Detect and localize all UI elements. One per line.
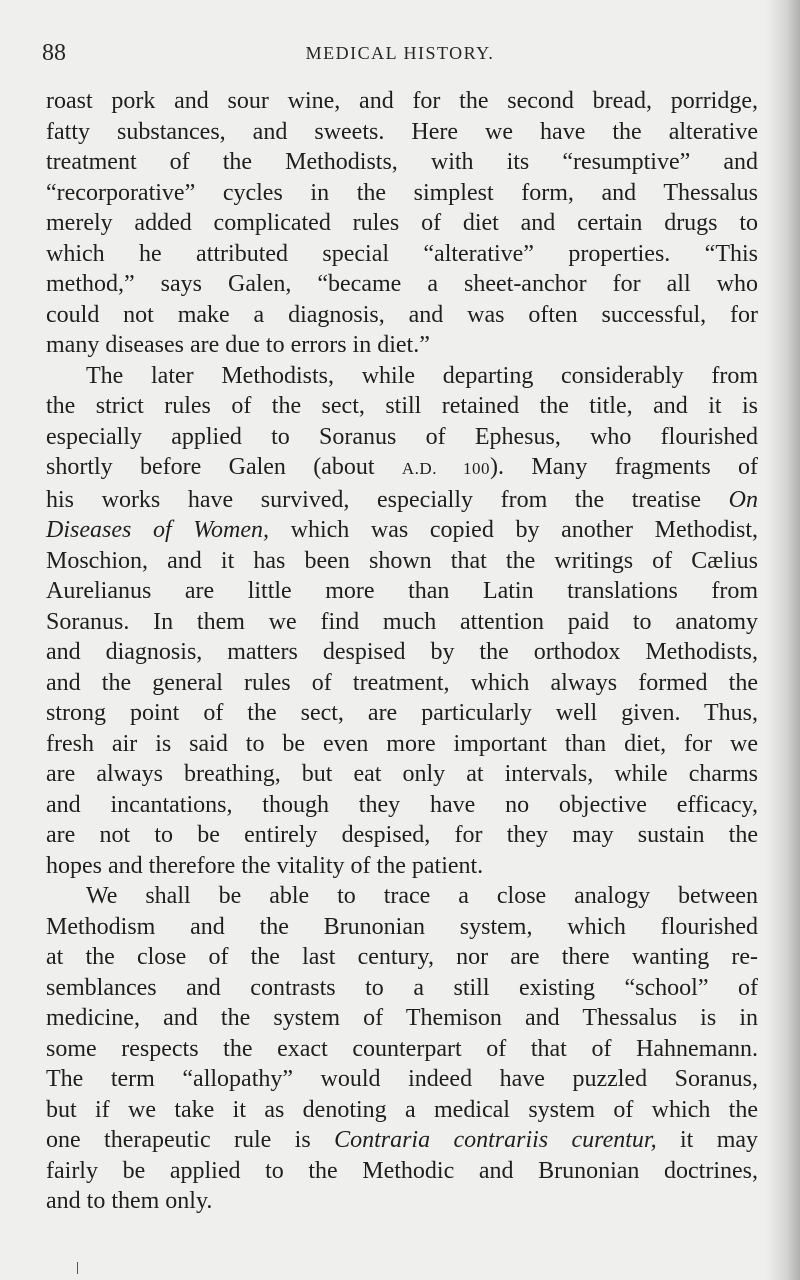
text-line: could not make a diagnosis, and was often successful, for [46, 301, 758, 328]
text-line: Aurelianus are little more than Latin translations from [46, 578, 758, 604]
text-line: roast pork and sour wine, and for the second bread, porridge, [46, 88, 758, 114]
text-line: which he attributed special “alterative” properties. “This [46, 240, 758, 267]
text-line: especially applied to Soranus of Ephesus, who flourished [46, 423, 758, 450]
text-run: one therapeutic rule is [46, 1127, 335, 1153]
page-header [40, 34, 760, 70]
text-line: but if we take it as denoting a medical system of which the [46, 1096, 758, 1123]
text-line: The term “allopathy” would indeed have puzzled Soranus, [46, 1066, 758, 1092]
text-line: fatty substances, and sweets. Here we have the alterative [46, 118, 758, 145]
text-line: fresh air is said to be even more important than diet, for we [46, 730, 758, 757]
paragraph-2 [46, 361, 758, 882]
text-line: The later Methodists, while departing considerably from [86, 362, 758, 389]
text-line: “recorporative” cycles in the simplest form, and Thessalus [46, 179, 758, 206]
text-line: and incantations, though they have no objective efficacy, [46, 791, 758, 818]
margin-mark [77, 1262, 78, 1274]
book-title-italic: Diseases of Women, [46, 517, 270, 543]
text-run: his works have survived, especially from the treatise [46, 486, 729, 513]
running-head: MEDICAL HISTORY. [305, 43, 495, 63]
text-line: at the close of the last century, nor are there wanting re- [46, 944, 758, 970]
text-line: some respects the exact counterpart of that of Hahnemann. [46, 1035, 758, 1062]
text-line: strong point of the sect, are particularly well given. Thus, [46, 700, 758, 726]
text-line [46, 485, 758, 516]
latin-motto-italic: Contraria contrariis curentur, [334, 1127, 657, 1153]
text-line [46, 1125, 758, 1156]
text-line: treatment of the Methodists, with its “resumptive” and [46, 149, 758, 175]
paragraph-1 [46, 86, 758, 361]
text-run: ). Many fragments of [490, 454, 758, 480]
text-line: medicine, and the system of Themison and Thessalus is in [46, 1005, 758, 1031]
page-number: 88 [42, 40, 66, 66]
text-line: and the general rules of treatment, which always formed the [46, 669, 758, 696]
text-line: hopes and therefore the vitality of the patient. [46, 852, 484, 879]
text-line: Moschion, and it has been shown that the writings of Cælius [46, 547, 758, 574]
text-line: We shall be able to trace a close analogy between [86, 883, 758, 909]
text-line: are not to be entirely despised, for they may sustain the [46, 822, 758, 848]
text-line: Soranus. In them we find much attention paid to anatomy [46, 608, 758, 635]
book-title-italic: On [728, 486, 758, 513]
text-line [46, 515, 758, 546]
text-line: fairly be applied to the Methodic and Brunonian doctrines, [46, 1157, 758, 1184]
text-line: many diseases are due to errors in diet.” [46, 332, 430, 358]
paragraph-3 [46, 881, 758, 1217]
text-line: method,” says Galen, “became a sheet-anchor for all who [46, 271, 758, 297]
text-line: merely added complicated rules of diet and certain drugs to [46, 210, 758, 236]
text-line: and diagnosis, matters despised by the orthodox Methodists, [46, 639, 758, 665]
text-line: the strict rules of the sect, still retained the title, and it is [46, 393, 758, 419]
text-run: it may [679, 1127, 759, 1153]
body-text [46, 86, 758, 1217]
date-smallcaps: A.D. 100 [401, 459, 491, 478]
text-run: which was copied by another Methodist, [290, 517, 759, 543]
text-line [46, 452, 758, 485]
text-line: semblances and contrasts to a still existing “school” of [46, 974, 758, 1001]
text-run: shortly before Galen (about [46, 454, 402, 480]
text-line: Methodism and the Brunonian system, which flourished [46, 913, 758, 940]
text-line: are always breathing, but eat only at intervals, while charms [46, 761, 758, 787]
text-line: and to them only. [46, 1188, 213, 1214]
